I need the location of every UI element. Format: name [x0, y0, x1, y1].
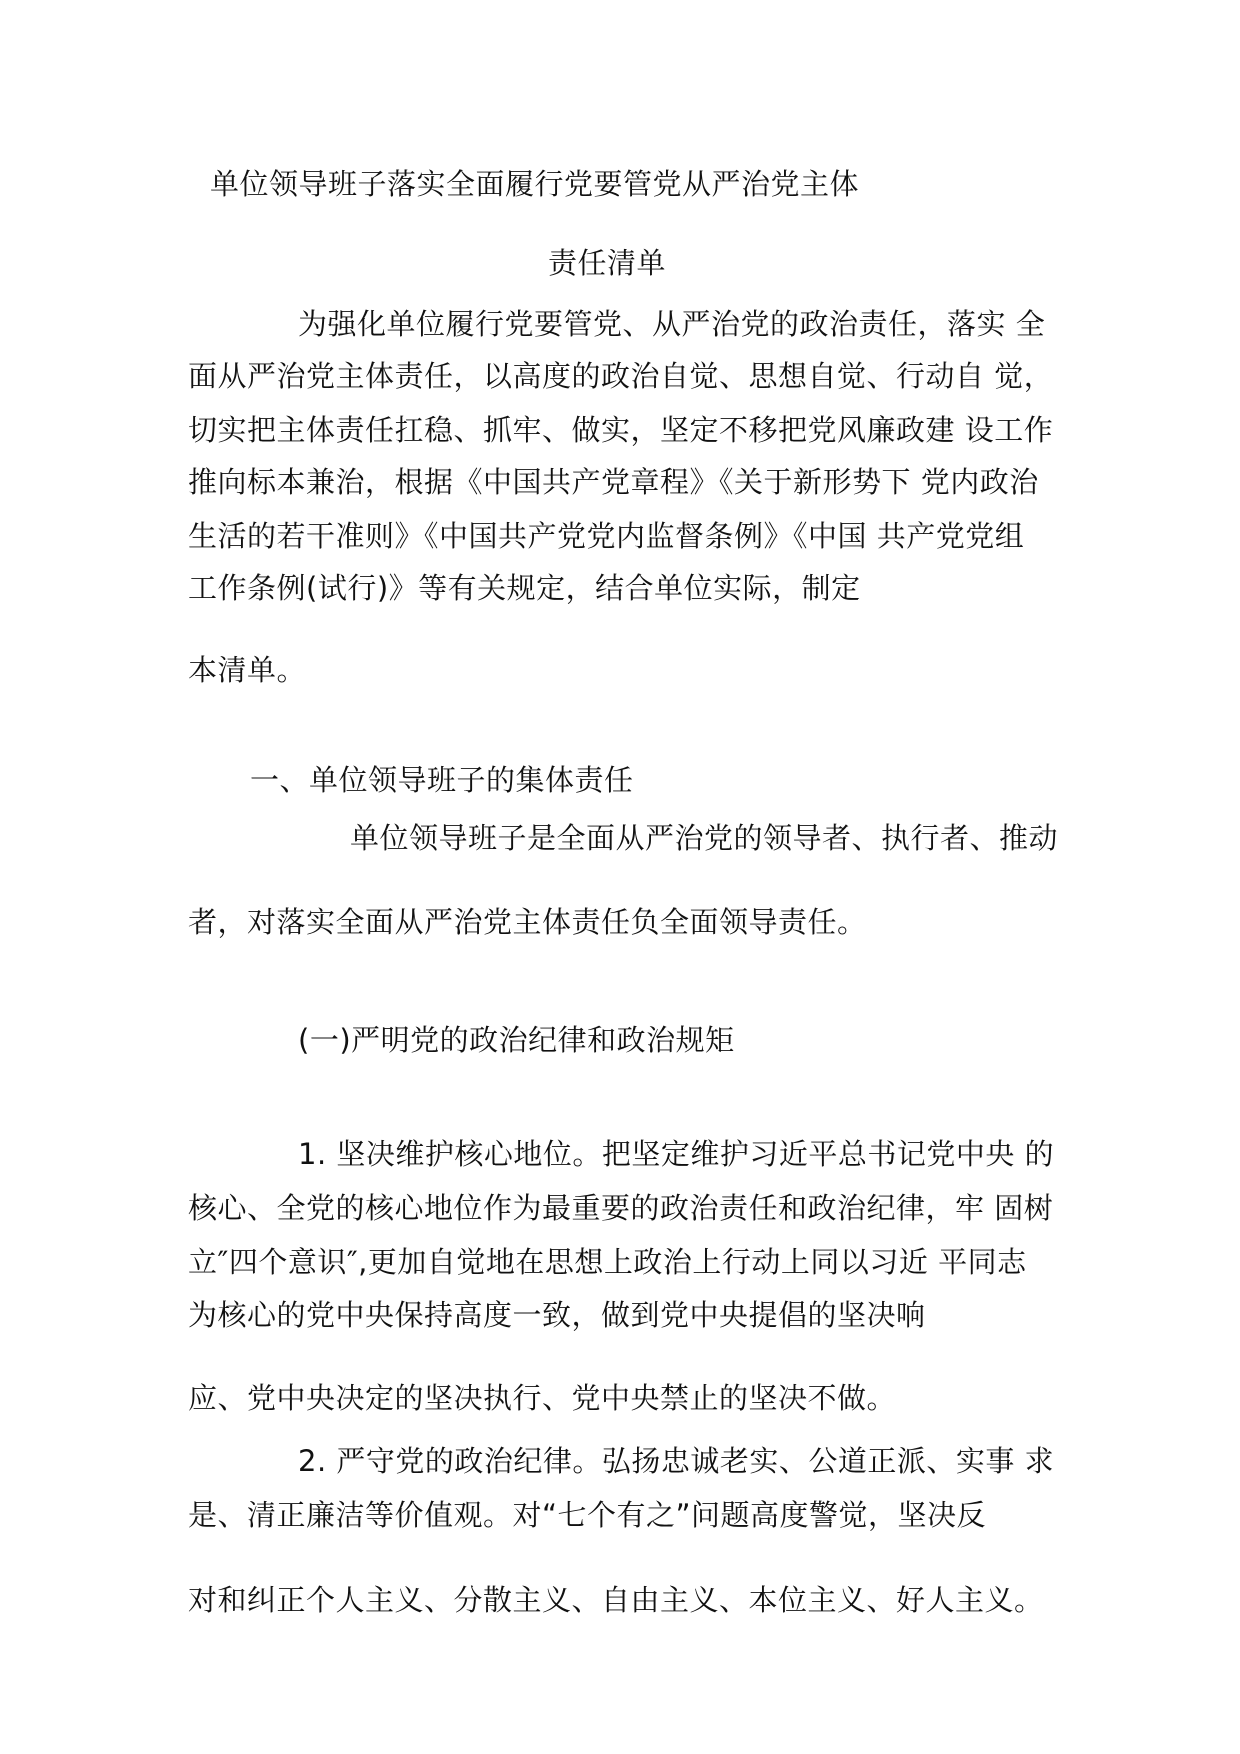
item-2-line-3: 对和纠正个人主义、分散主义、自由主义、本位主义、好人主义。	[188, 1583, 1044, 1617]
item-1-line-5: 应、党中央决定的坚决执行、党中央禁止的坚决不做。	[188, 1381, 897, 1415]
item-1-line-2: 核心、全党的核心地位作为最重要的政治责任和政治纪律，牢 固树	[188, 1191, 1054, 1225]
item-1-line-1: 1. 坚决维护核心地位。把坚定维护习近平总书记党中央 的	[298, 1137, 1055, 1171]
subsection-heading: (一)严明党的政治纪律和政治规矩	[298, 1023, 735, 1057]
intro-line-4: 推向标本兼治，根据《中国共产党章程》《关于新形势下 党内政治	[188, 465, 1039, 499]
intro-line-7: 本清单。	[188, 653, 307, 687]
section-para-line-1: 单位领导班子是全面从严治党的领导者、执行者、推动	[350, 821, 1059, 855]
intro-line-2: 面从严治党主体责任，以高度的政治自觉、思想自觉、行动自 觉，	[188, 359, 1054, 393]
intro-line-6: 工作条例(试行)》等有关规定，结合单位实际，制定	[188, 571, 861, 605]
intro-line-3: 切实把主体责任扛稳、抓牢、做实，坚定不移把党风廉政建 设工作	[188, 413, 1054, 447]
section-para-line-2: 者，对落实全面从严治党主体责任负全面领导责任。	[188, 905, 867, 939]
intro-line-5: 生活的若干准则》《中国共产党党内监督条例》《中国 共产党党组	[188, 519, 1025, 553]
section-heading: 一、单位领导班子的集体责任	[250, 763, 634, 797]
item-1-line-3: 立″四个意识″,更加自觉地在思想上政治上行动上同以习近 平同志	[188, 1245, 1027, 1279]
document-title-line-1: 单位领导班子落实全面履行党要管党从严治党主体	[210, 167, 860, 201]
intro-line-1: 为强化单位履行党要管党、从严治党的政治责任，落实 全	[298, 307, 1046, 341]
item-2-line-1: 2. 严守党的政治纪律。弘扬忠诚老实、公道正派、实事 求	[298, 1444, 1055, 1478]
item-2-line-2: 是、清正廉洁等价值观。对“七个有之”问题高度警觉，坚决反	[188, 1498, 987, 1532]
item-1-line-4: 为核心的党中央保持高度一致，做到党中央提倡的坚决响	[188, 1298, 926, 1332]
document-title-line-2: 责任清单	[548, 246, 667, 280]
